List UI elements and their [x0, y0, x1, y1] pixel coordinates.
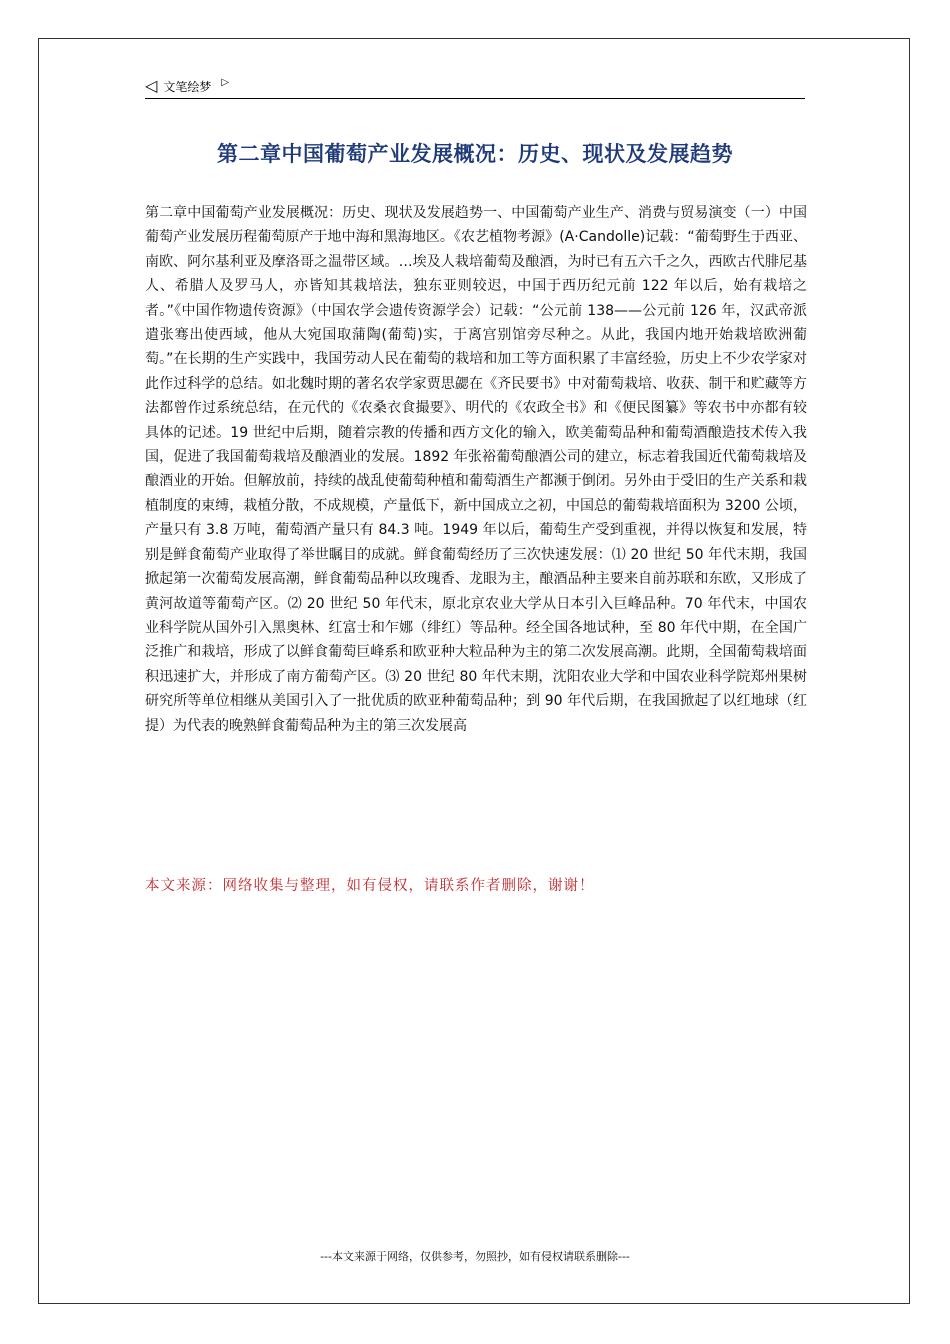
document-title: 第二章中国葡萄产业发展概况：历史、现状及发展趋势 — [217, 142, 733, 166]
header-title: 文笔绘梦 — [163, 79, 212, 94]
triangle-right-icon: ▷ — [221, 77, 230, 88]
source-note: 本文来源：网络收集与整理，如有侵权，请联系作者删除，谢谢！ — [145, 878, 595, 894]
document-body: 第二章中国葡萄产业发展概况：历史、现状及发展趋势一、中国葡萄产业生产、消费与贸易演变（一）中国葡萄产业发展历程葡萄原产于地中海和黑海地区。《农艺植物考源》(A·Candolle)记载：“葡萄野生于西亚、南欧、阿尔基利亚及摩洛哥之温带区域。…埃及人栽培葡萄及酿酒，为时已有五六千之久，西欧古代腓尼基人、希腊人及罗马人，亦皆知其栽培法，独东亚则较迟，中国于西历纪元前 122 年以后，始有栽培之者。”《中国作物遗传资源》（中国农学会遗传资源学会）记载：“公元前 138——公元前 126 年，汉武帝派遣张骞出使西域，他从大宛国取蒲陶(葡萄)实，于离宫别馆旁尽种之。从此，我国内地开始栽培欧洲葡萄。”在长期的生产实践中，我国劳动人民在葡萄的栽培和加工等方面积累了丰富经验，历史上不少农学家对此作过科学的总结。如北魏时期的著名农学家贾思勰在《齐民要书》中对葡萄栽培、收获、制干和贮藏等方法都曾作过系统总结，在元代的《农桑衣食撮要》、明代的《农政全书》和《便民图纂》等农书中亦都有较具体的记述。19 世纪中后期，随着宗教的传播和西方文化的输入，欧美葡萄品种和葡萄酒酿造技术传入我国，促进了我国葡萄栽培及酿酒业的发展。1892 年张裕葡萄酿酒公司的建立，标志着我国近代葡萄栽培及酿酒业的开始。但解放前，持续的战乱使葡萄种植和葡萄酒生产都濒于倒闭。另外由于受旧的生产关系和栽植制度的束缚，栽植分散，不成规模，产量低下，新中国成立之初，中国总的葡萄栽培面积为 3200 公顷，产量只有 3.8 万吨，葡萄酒产量只有 84.3 吨。1949 年以后，葡萄生产受到重视，并得以恢复和发展，特别是鲜食葡萄产业取得了举世瞩目的成就。鲜食葡萄经历了三次快速发展：⑴ 20 世纪 50 年代末期，我国掀起第一次葡萄发展高潮，鲜食葡萄品种以玫瑰香、龙眼为主，酿酒品种主要来自前苏联和东欧，又形成了黄河故道等葡萄产区。⑵ 20 世纪 50 年代末，原北京农业大学从日本引入巨峰品种。70 年代末，中国农业科学院从国外引入黑奥林、红富士和乍娜（绯红）等品种。经全国各地试种，至 80 年代中期，在全国广泛推广和栽培，形成了以鲜食葡萄巨峰系和欧亚种大粒品种为主的第二次发展高潮。此期，全国葡萄栽培面积迅速扩大，并形成了南方葡萄产区。⑶ 20 世纪 80 年代末期，沈阳农业大学和中国农业科学院郑州果树研究所等单位相继从美国引入了一批优质的欧亚种葡萄品种；到 90 年代后期，在我国掀起了以红地球（红提）为代表的晚熟鲜食葡萄品种为主的第三次发展高 — [145, 205, 807, 734]
page-header — [145, 74, 805, 99]
triangle-left-icon: ◁ — [145, 76, 158, 95]
page-footer: ---本文来源于网络，仅供参考，勿照抄，如有侵权请联系删除--- — [320, 1250, 630, 1263]
